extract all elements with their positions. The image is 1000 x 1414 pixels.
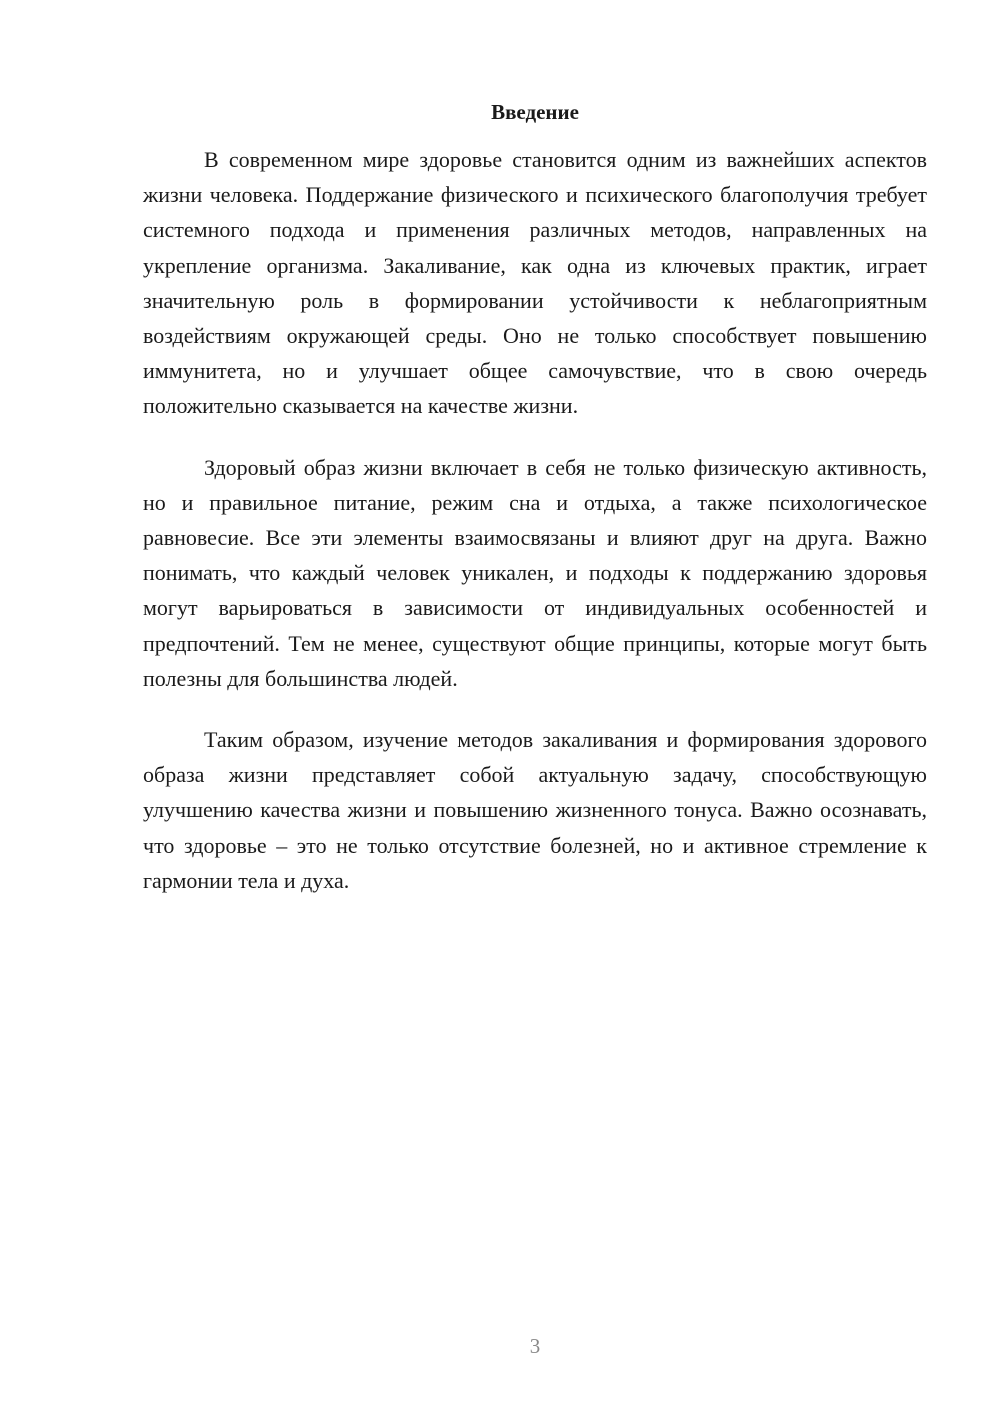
page-number: 3 bbox=[529, 1334, 541, 1358]
paragraph-2: Здоровый образ жизни включает в себя не только физическую активность, но и правильное питание, режим сна и отдыха, а также психологическое равновесие. Все эти элементы взаимосвязаны и влияют друг на друга. Важно понимать, что каждый человек уникален, и подходы к поддержанию здоровья могут варьироваться в зависимости от индивидуальных особенностей и предпочтений. Тем не менее, существуют общие принципы, которые могут быть полезны для большинства людей. bbox=[143, 454, 927, 691]
section-heading: Введение bbox=[491, 100, 579, 124]
paragraph-3: Таким образом, изучение методов закаливания и формирования здорового образа жизни представляет собой актуальную задачу, способствующую улучшению качества жизни и повышению жизненного тонуса. Важно осознавать, что здоровье – это не только отсутствие болезней, но и активное стремление к гармонии тела и духа. bbox=[143, 727, 927, 893]
body-text bbox=[143, 142, 927, 898]
paragraph-1: В современном мире здоровье становится одним из важнейших аспектов жизни человека. Поддержание физического и психического благополучия требует системного подхода и применения различных методов, направленных на укрепление организма. Закаливание, как одна из ключевых практик, играет значительную роль в формировании устойчивости к неблагоприятным воздействиям окружающей среды. Оно не только способствует повышению иммунитета, но и улучшает общее самочувствие, что в свою очередь положительно сказывается на качестве жизни. bbox=[143, 147, 927, 419]
